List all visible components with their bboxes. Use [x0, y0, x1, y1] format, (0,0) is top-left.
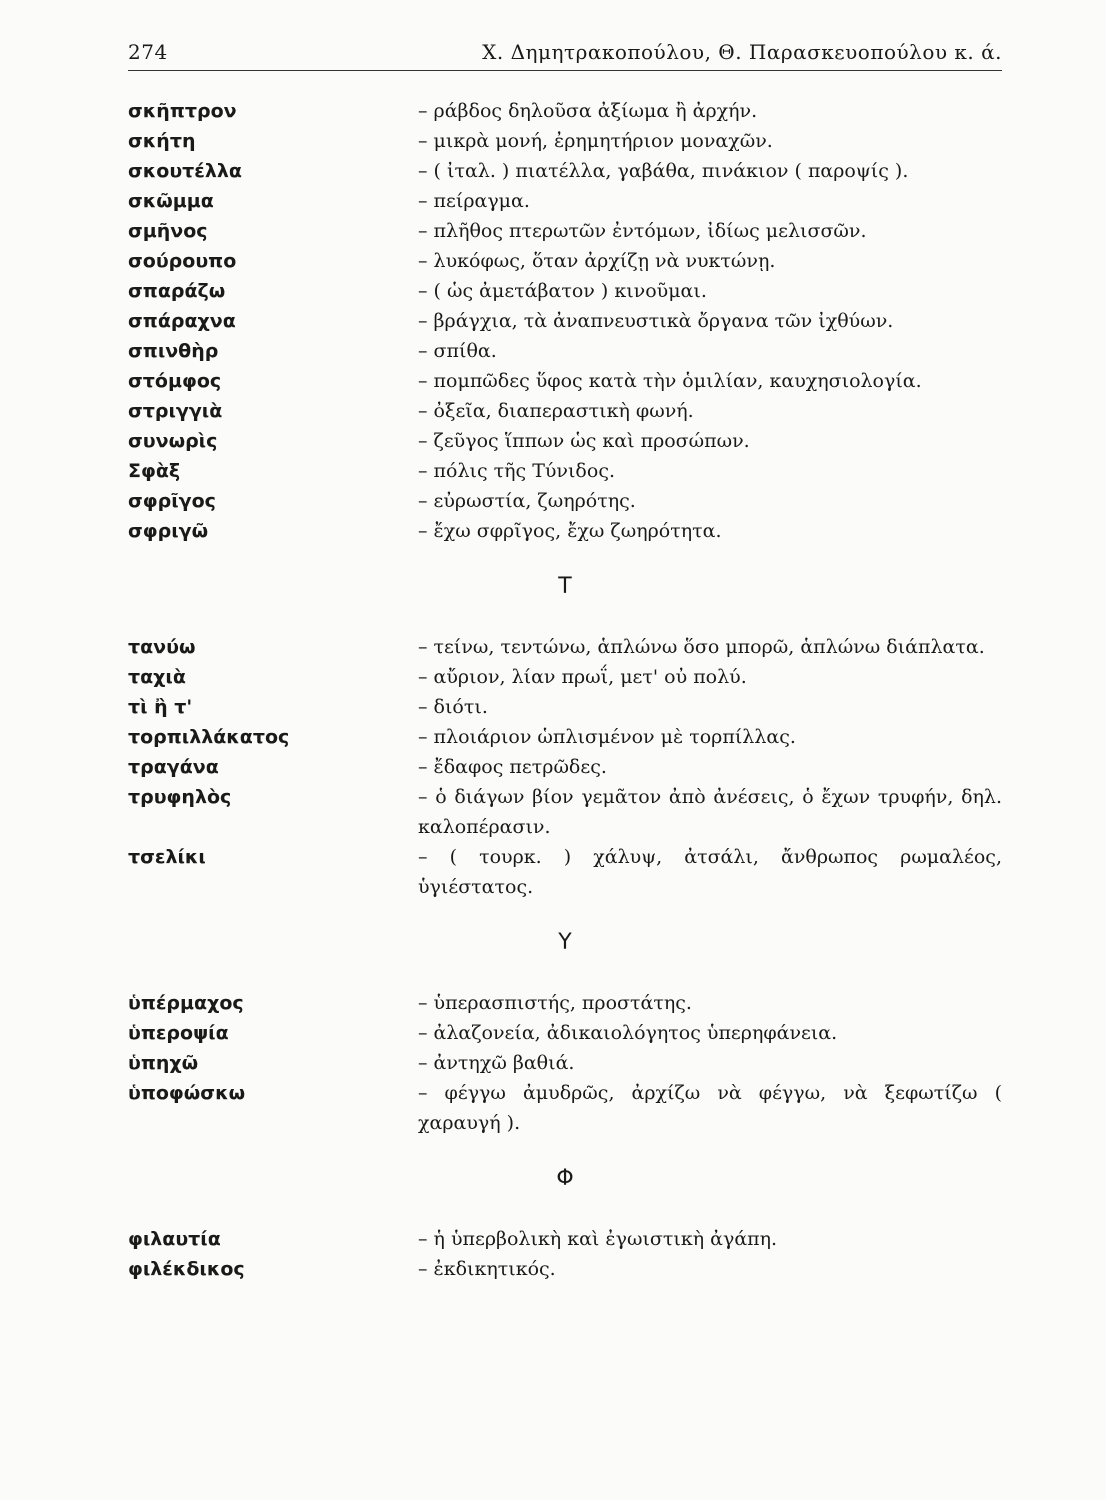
glossary-entry — [128, 156, 1002, 186]
entry-term: τσελίκι — [128, 846, 206, 868]
entry-definition: – ( ἰταλ. ) πιατέλλα, γαβάθα, πινάκιον ( παροψίς ). — [418, 160, 909, 182]
entry-definition: – πόλις τῆς Τύνιδος. — [418, 460, 615, 482]
entry-term: στριγγιὰ — [128, 400, 223, 422]
entry-term: σκουτέλλα — [128, 160, 242, 182]
entry-term: σφρῖγος — [128, 490, 216, 512]
entry-definition: – ( ὡς ἀμετάβατον ) κινοῦμαι. — [418, 280, 707, 302]
glossary-entry — [128, 722, 1002, 752]
entry-term: τραγάνα — [128, 756, 219, 778]
entry-term: σούρουπο — [128, 250, 237, 272]
entry-definition: – πείραγμα. — [418, 190, 530, 212]
entry-definition: – αὔριον, λίαν πρωΐ, μετ' οὐ πολύ. — [418, 666, 747, 688]
entry-term: σπαράζω — [128, 280, 226, 302]
running-title: Χ. Δημητρακοπούλου, Θ. Παρασκευοπούλου κ. ά. — [482, 40, 1002, 64]
page-number: 274 — [128, 40, 168, 64]
glossary-entry — [128, 752, 1002, 782]
glossary-entry — [128, 1078, 1002, 1138]
entry-term: τρυφηλὸς — [128, 786, 232, 808]
entry-term: ὑπηχῶ — [128, 1052, 199, 1074]
entry-definition: – μικρὰ μονή, ἐρημητήριον μοναχῶν. — [418, 130, 773, 152]
entry-term: σκήτη — [128, 130, 196, 152]
entry-term: συνωρὶς — [128, 430, 218, 452]
glossary-entry — [128, 186, 1002, 216]
entry-term: σφριγῶ — [128, 520, 209, 542]
entry-term: ὑπέρμαχος — [128, 992, 244, 1014]
glossary-entry — [128, 426, 1002, 456]
glossary-entry — [128, 396, 1002, 426]
entry-term: τανύω — [128, 636, 196, 658]
glossary-entry — [128, 988, 1002, 1018]
entry-term: Σφὰξ — [128, 460, 181, 482]
entry-definition: – ὁ διάγων βίον γεμᾶτον ἀπὸ ἀνέσεις, ὁ ἔχων τρυφήν, δηλ. καλοπέρασιν. — [418, 786, 1002, 838]
entry-definition: – ἐκδικητικός. — [418, 1258, 556, 1280]
entry-term: σκῆπτρον — [128, 100, 237, 122]
entry-term: ὑποφώσκω — [128, 1082, 246, 1104]
glossary-entry — [128, 456, 1002, 486]
glossary-entry — [128, 1254, 1002, 1284]
glossary-entry — [128, 366, 1002, 396]
glossary-entry — [128, 336, 1002, 366]
glossary-entry — [128, 276, 1002, 306]
section-letter: Υ — [558, 930, 572, 955]
entry-definition: – ἀντηχῶ βαθιά. — [418, 1052, 575, 1074]
entry-definition: – εὐρωστία, ζωηρότης. — [418, 490, 636, 512]
entry-definition: – πλοιάριον ὡπλισμένον μὲ τορπίλλας. — [418, 726, 796, 748]
glossary-entry — [128, 1048, 1002, 1078]
entry-term: σμῆνος — [128, 220, 208, 242]
entry-definition: – ὀξεῖα, διαπεραστικὴ φωνή. — [418, 400, 694, 422]
glossary-entry — [128, 246, 1002, 276]
entry-definition: – ράβδος δηλοῦσα ἀξίωμα ἢ ἀρχήν. — [418, 100, 758, 122]
entry-definition: – λυκόφως, ὅταν ἀρχίζῃ νὰ νυκτώνῃ. — [418, 250, 776, 272]
glossary-entry — [128, 662, 1002, 692]
entry-term: σκῶμμα — [128, 190, 214, 212]
glossary-entry — [128, 632, 1002, 662]
entry-term: φιλαυτία — [128, 1228, 221, 1250]
entry-definition: – βράγχια, τὰ ἀναπνευστικὰ ὄργανα τῶν ἰχθύων. — [418, 310, 894, 332]
glossary-entry — [128, 842, 1002, 902]
glossary-entry — [128, 1224, 1002, 1254]
glossary-entry — [128, 516, 1002, 546]
header-rule — [128, 70, 1002, 71]
entry-definition: – τείνω, τεντώνω, ἁπλώνω ὅσο μπορῶ, ἁπλώνω διάπλατα. — [418, 636, 985, 658]
page-header — [128, 40, 1002, 70]
entry-term: σπάραχνα — [128, 310, 236, 332]
glossary-entry — [128, 782, 1002, 842]
entry-definition: – ( τουρκ. ) χάλυψ, ἀτσάλι, ἄνθρωπος ρωμαλέος, ὑγιέστατος. — [418, 846, 1002, 898]
entry-definition: – ὑπερασπιστής, προστάτης. — [418, 992, 692, 1014]
entry-definition: – πλῆθος πτερωτῶν ἐντόμων, ἰδίως μελισσῶν. — [418, 220, 867, 242]
entry-definition: – ἔχω σφρῖγος, ἔχω ζωηρότητα. — [418, 520, 722, 542]
entry-term: φιλέκδικος — [128, 1258, 245, 1280]
entry-definition: – ἡ ὑπερβολικὴ καὶ ἐγωιστικὴ ἀγάπη. — [418, 1228, 778, 1250]
glossary-entry — [128, 126, 1002, 156]
entry-definition: – σπίθα. — [418, 340, 497, 362]
entry-definition: – φέγγω ἀμυδρῶς, ἀρχίζω νὰ φέγγω, νὰ ξεφωτίζω ( χαραυγή ). — [418, 1082, 1002, 1134]
entry-term: σπινθὴρ — [128, 340, 219, 362]
section-letter: Τ — [558, 574, 572, 599]
entry-definition: – ἔδαφος πετρῶδες. — [418, 756, 607, 778]
entry-definition: – διότι. — [418, 696, 488, 718]
glossary-entry — [128, 692, 1002, 722]
glossary-entry — [128, 216, 1002, 246]
glossary-entry — [128, 1018, 1002, 1048]
entry-term: ταχιὰ — [128, 666, 186, 688]
glossary-entry — [128, 306, 1002, 336]
entry-term: τὶ ἢ τ' — [128, 696, 193, 718]
glossary-entry — [128, 486, 1002, 516]
entry-term: τορπιλλάκατος — [128, 726, 290, 748]
entry-term: στόμφος — [128, 370, 222, 392]
entry-definition: – ἀλαζονεία, ἀδικαιολόγητος ὑπερηφάνεια. — [418, 1022, 838, 1044]
glossary-entries — [128, 96, 1002, 1284]
section-letter: Φ — [556, 1166, 574, 1191]
entry-term: ὑπεροψία — [128, 1022, 229, 1044]
entry-definition: – πομπῶδες ὕφος κατὰ τὴν ὁμιλίαν, καυχησιολογία. — [418, 370, 922, 392]
glossary-entry — [128, 96, 1002, 126]
entry-definition: – ζεῦγος ἵππων ὡς καὶ προσώπων. — [418, 430, 750, 452]
